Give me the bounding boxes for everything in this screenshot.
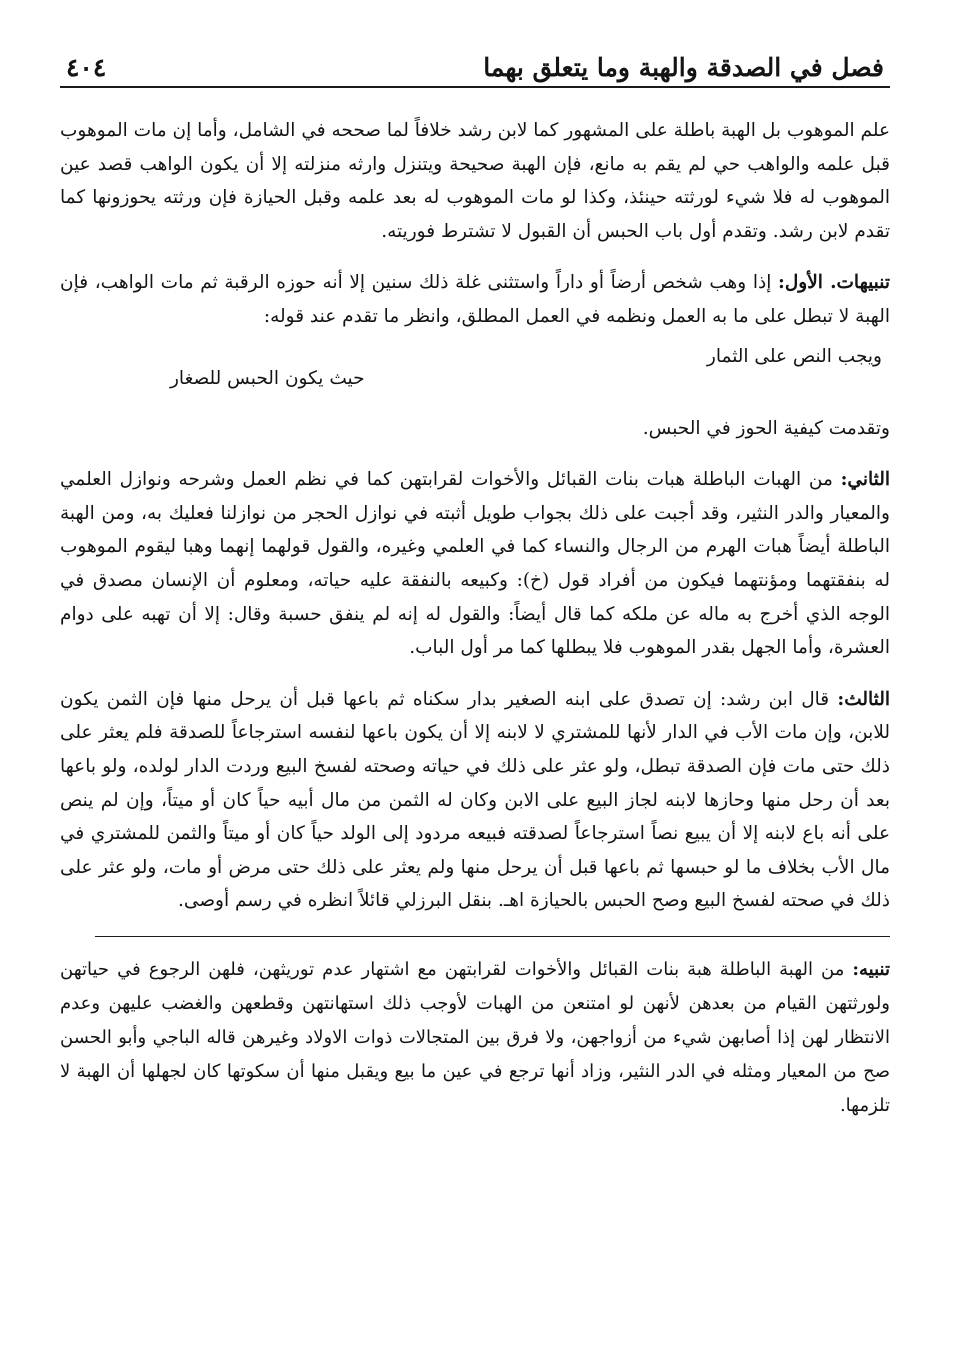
paragraph-lead: الثاني: xyxy=(840,469,890,491)
paragraph-body: قال ابن رشد: إن تصدق على ابنه الصغير بدار سكناه ثم باعها قبل أن يرحل منها فإن الثمن يكون للابن، وإن مات الأب في الدار لأنها للمشتري لا لابنه إلا أن يكون باعها لنفسه استرجاعاً للصدقة فلم يعثر على ذلك حتى مات فإن الصدقة تبطل، ولو عثر على ذلك في حياته وصحته لفسخ البيع وردت الدار لولده، ولو باعها بعد أن رحل منها وحازها لابنه لجاز البيع على الابن وكان له الثمن من مال أبيه حياً كان أو ميتاً، وإن لم ينص على أنه باع لابنه إلا أن يبيع نصاً استرجاعاً لصدقته فبيعه مردود إلى الولد حياً كان أو ميتاً والثمن للمشتري في مال الأب بخلاف ما لو حبسها ثم باعها قبل أن يرحل منها ولم يعثر على ذلك حتى مرض أو مات، ولو عثر على ذلك في صحته لفسخ البيع وصح الحبس بالحيازة اهـ. بنقل البرزلي قائلاً انظره في رسم أوصى. xyxy=(60,688,890,912)
paragraph-body: من الهبات الباطلة هبات بنات القبائل والأخوات لقرابتهن كما في نظم العمل وشرحه ونوازل العلمي والمعيار والدر النثير، وقد أجبت على ذلك بجواب طويل أثبته في نوازل الحجر من نوازلنا فعليك به، ومن الهبة الباطلة أيضاً هبات الهرم من الرجال والنساء كما في العلمي وغيره، والقول قولهما إنهما وهبا ليقوم الموهوب له بنفقتهما ومؤنتهما فيكون من أفراد قول (خ): وكبيعه بالنفقة عليه حياته، ومعلوم أن الإنسان مصدق في الوجه الذي أخرج به ماله عن ملكه كما قال أيضاً: والقول له إنه لم ينفق حسبة وقال: إلا أن تهبه على دوام العشرة، وأما الجهل بقدر الموهوب فلا يبطلها كما مر أول الباب. xyxy=(60,469,890,659)
page-header xyxy=(60,38,890,88)
running-title: فصل في الصدقة والهبة وما يتعلق بهما xyxy=(483,53,884,82)
paragraph-lead: الثالث: xyxy=(837,688,890,710)
book-page xyxy=(60,38,890,1123)
paragraph-second xyxy=(60,463,890,665)
verse-first-hemistich: ويجب النص على الثمار xyxy=(706,345,882,367)
footnote-body: من الهبة الباطلة هبة بنات القبائل والأخوات لقرابتهن مع اشتهار عدم توريثهن، فلهن الرجوع في حياتهن ولورثتهن القيام من بعدهن لأنهن لو امتنعن من الهبات لأوجب ذلك استهانتهن وقطعهن والغضب عليهن وعدم الانتظار لهن إذا أصابهن شيء من أزواجهن، ولا فرق بين المتجالات ذوات الاولاد وغيرهن قاله الباجي وأبو الحسن صح من المعيار ومثله في الدر النثير، وزاد أنها ترجع في عين ما بيع ويقبل منها أن سكوتها كان لجهلها أن الهبة لا تلزمها. xyxy=(60,958,890,1116)
paragraph-after-verse: وتقدمت كيفية الحوز في الحبس. xyxy=(642,417,890,439)
paragraph-lead: تنبيهات. الأول: xyxy=(778,272,890,294)
paragraph-third xyxy=(60,683,890,918)
paragraph-tanbihat-first xyxy=(60,266,890,333)
main-text xyxy=(60,114,890,918)
footnote-lead: تنبيه: xyxy=(852,958,890,980)
footnote-divider xyxy=(95,936,890,937)
verse-line xyxy=(60,346,890,420)
footnote xyxy=(60,953,890,1123)
page-number: ٤٠٤ xyxy=(66,53,107,82)
footnote-text xyxy=(60,953,890,1123)
paragraph-body: إذا وهب شخص أرضاً أو داراً واستثنى غلة ذلك سنين إلا أنه حوزه الرقبة ثم مات الواهب، فإن الهبة لا تبطل على ما به العمل ونظمه في العمل المطلق، وانظر ما تقدم عند قوله: xyxy=(60,272,890,327)
verse-second-hemistich: حيث يكون الحبس للصغار xyxy=(170,367,365,389)
paragraph-1: علم الموهوب بل الهبة باطلة على المشهور كما لابن رشد خلافاً لما صححه في الشامل، وأما إن مات الموهوب قبل علمه والواهب حي لم يقم به مانع، فإن الهبة صحيحة ويتنزل وارثه منزلته إلا أن يكون الواهب قصد عين الموهوب له فلا شيء لورثته حينئذ، وكذا لو مات الموهوب له بعد علمه وقبل الحيازة فإن ورثته يحوزونها كما تقدم لابن رشد. وتقدم أول باب الحبس أن القبول لا تشترط فوريته. xyxy=(60,120,890,242)
